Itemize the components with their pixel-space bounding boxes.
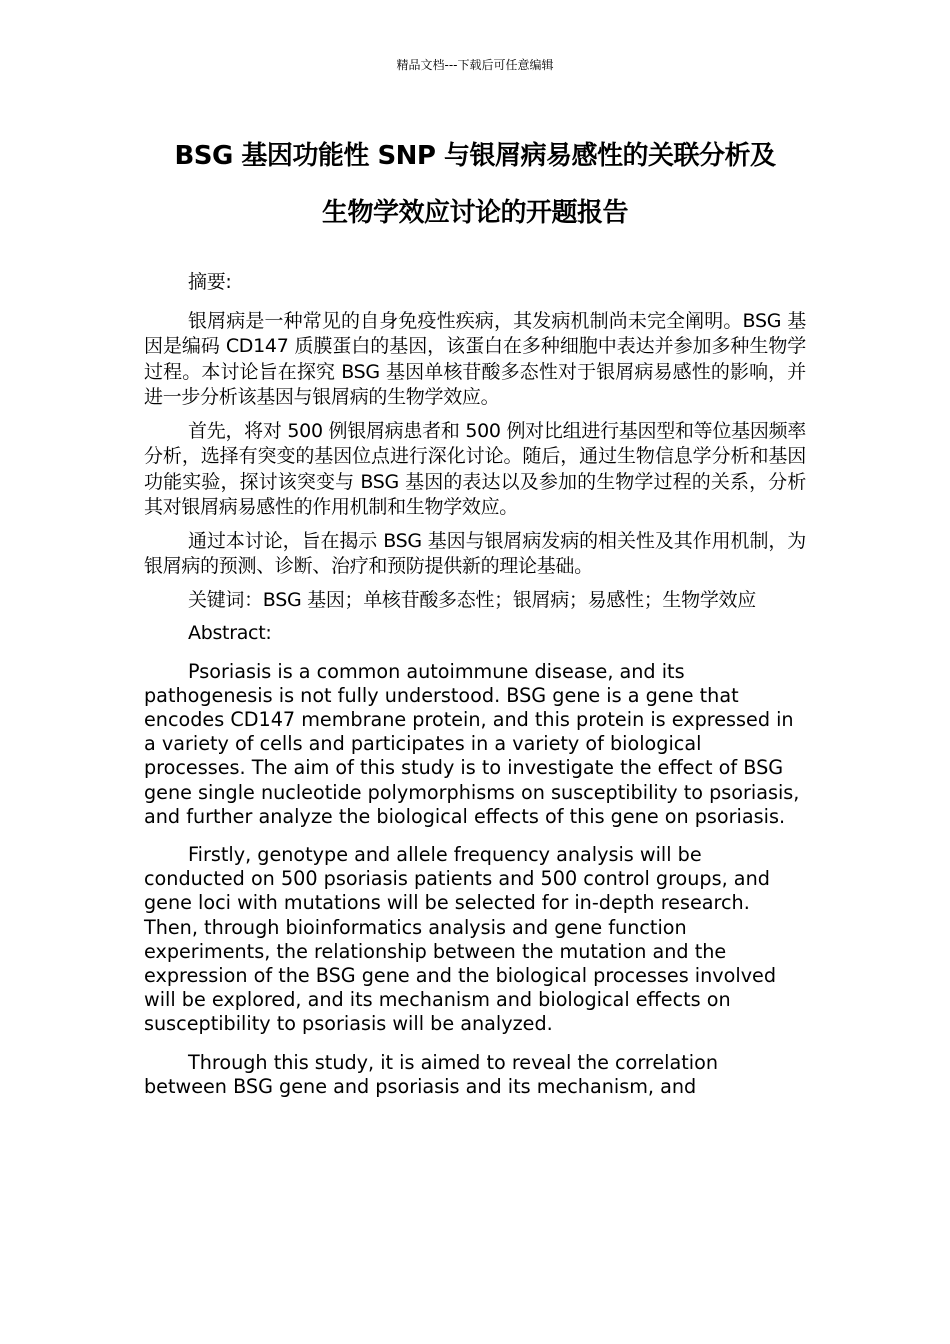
keywords-cn: 关键词：BSG 基因；单核苷酸多态性；银屑病；易感性；生物学效应 [188,588,756,611]
document-title-line-1: BSG 基因功能性 SNP 与银屑病易感性的关联分析及 [174,141,776,171]
document-body [144,270,806,1113]
abstract-en-label: Abstract: [188,622,272,644]
abstract-cn-label: 摘要: [188,271,232,293]
abstract-en-paragraph-3: Through this study, it is aimed to reveal the correlation between BSG gene and psoriasis and its mechanism, and [144,1050,718,1098]
abstract-cn-paragraph-3: 通过本讨论，旨在揭示 BSG 基因与银屑病发病的相关性及其作用机制，为银屑病的预测、诊断、治疗和预防提供新的理论基础。 [144,529,806,577]
abstract-cn-paragraph-2: 首先，将对 500 例银屑病患者和 500 例对比组进行基因型和等位基因频率分析，选择有突变的基因位点进行深化讨论。随后，通过生物信息学分析和基因功能实验，探讨该突变与 BSG 基因的表达以及参加的生物学过程的关系，分析其对银屑病易感性的作用机制和生物学效应。 [144,419,806,518]
document-title-line-2: 生物学效应讨论的开题报告 [321,198,628,228]
abstract-cn-paragraph-1: 银屑病是一种常见的自身免疫性疾病，其发病机制尚未完全阐明。BSG 基因是编码 CD147 质膜蛋白的基因，该蛋白在多种细胞中表达并参加多种生物学过程。本讨论旨在探究 BSG 基因单核苷酸多态性对于银屑病易感性的影响，并进一步分析该基因与银屑病的生物学效应。 [144,309,806,408]
abstract-en-paragraph-2: Firstly, genotype and allele frequency analysis will be conducted on 500 psoriasis patients and 500 control groups, and gene loci with mutations will be selected for in-depth research. Then, through bioinformatics analysis and gene function experiments, the relationship between the mutation and the expression of the BSG gene and the biological processes involved will be explored, and its mechanism and biological effects on susceptibility to psoriasis will be analyzed. [144,842,777,1036]
abstract-en-paragraph-1: Psoriasis is a common autoimmune disease, and its pathogenesis is not fully understood. BSG gene is a gene that encodes CD147 membrane protein, and this protein is expressed in a variety of cells and participates in a variety of biological processes. The aim of this study is to investigate the effect of BSG gene single nucleotide polymorphisms on susceptibility to psoriasis, and further analyze the biological effects of this gene on psoriasis. [144,659,800,828]
page-header: 精品文档---下载后可任意编辑 [396,58,554,72]
